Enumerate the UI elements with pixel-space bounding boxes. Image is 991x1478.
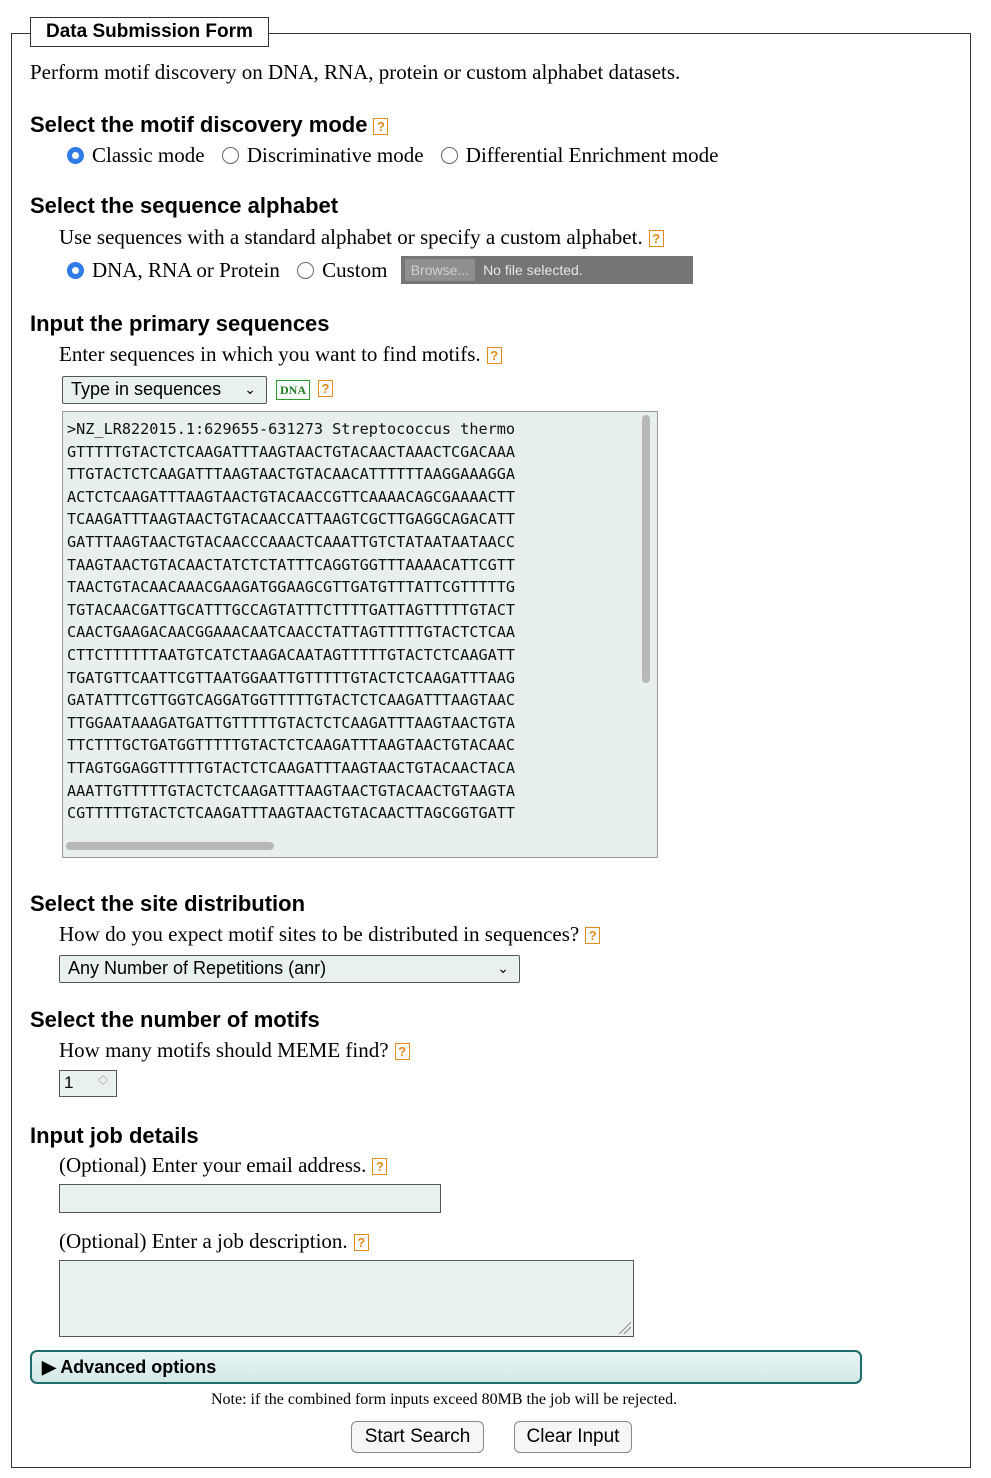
- alphabet-description-row: [59, 225, 664, 250]
- resize-handle-icon[interactable]: [617, 1320, 631, 1334]
- primary-description: Enter sequences in which you want to find motifs.: [59, 342, 481, 366]
- email-help-icon[interactable]: ?: [372, 1158, 387, 1175]
- alphabet-description: Use sequences with a standard alphabet or specify a custom alphabet.: [59, 225, 643, 249]
- advanced-options-label: Advanced options: [60, 1357, 217, 1377]
- browse-button[interactable]: Browse...: [405, 259, 475, 281]
- sequence-input-help-icon[interactable]: ?: [318, 380, 333, 397]
- distribution-description: How do you expect motif sites to be distributed in sequences?: [59, 922, 580, 946]
- email-field[interactable]: [59, 1184, 441, 1213]
- distribution-heading: Select the site distribution: [30, 891, 306, 916]
- mode-help-icon[interactable]: ?: [373, 118, 388, 135]
- file-status: No file selected.: [483, 262, 583, 279]
- sequence-input-method-select[interactable]: Type in sequences ⌄: [62, 376, 267, 404]
- clear-input-button[interactable]: Clear Input: [514, 1421, 632, 1453]
- mode-section: [30, 112, 388, 138]
- horizontal-scrollbar[interactable]: [66, 842, 274, 850]
- radio-icon[interactable]: [222, 147, 239, 164]
- primary-help-icon[interactable]: ?: [487, 347, 502, 364]
- radio-icon[interactable]: [441, 147, 458, 164]
- alphabet-options: [67, 258, 693, 286]
- chevron-down-icon: ⌄: [244, 381, 256, 397]
- primary-description-row: [59, 342, 502, 367]
- start-search-button[interactable]: Start Search: [351, 1421, 484, 1453]
- mode-heading: Select the motif discovery mode: [30, 112, 368, 137]
- motifs-heading: Select the number of motifs: [30, 1007, 320, 1032]
- radio-selected-icon[interactable]: [67, 262, 84, 279]
- description-label: (Optional) Enter a job description.: [59, 1229, 348, 1253]
- motif-count-stepper[interactable]: 1 ︿ ﹀: [59, 1070, 117, 1097]
- form-legend: Data Submission Form: [30, 17, 269, 47]
- alphabet-option-custom[interactable]: Custom: [297, 258, 387, 282]
- motifs-description: How many motifs should MEME find?: [59, 1038, 389, 1062]
- radio-icon[interactable]: [297, 262, 314, 279]
- mode-option-differential[interactable]: Differential Enrichment mode: [441, 143, 719, 167]
- stepper-arrows-icon[interactable]: ︿ ﹀: [98, 1071, 108, 1092]
- mode-option-discriminative[interactable]: Discriminative mode: [222, 143, 424, 167]
- motifs-help-icon[interactable]: ?: [395, 1043, 410, 1060]
- chevron-down-icon: ⌄: [497, 960, 509, 976]
- custom-alphabet-file-input[interactable]: [401, 256, 693, 284]
- description-label-row: [59, 1229, 369, 1254]
- distribution-description-row: [59, 922, 600, 947]
- job-heading: Input job details: [30, 1123, 199, 1148]
- size-note: Note: if the combined form inputs exceed 80MB the job will be rejected.: [211, 1391, 678, 1408]
- email-label: (Optional) Enter your email address.: [59, 1153, 367, 1177]
- description-help-icon[interactable]: ?: [354, 1234, 369, 1251]
- distribution-help-icon[interactable]: ?: [585, 927, 600, 944]
- mode-option-classic[interactable]: Classic mode: [67, 143, 205, 167]
- job-description-textarea[interactable]: [59, 1260, 634, 1337]
- motifs-description-row: [59, 1038, 410, 1063]
- email-label-row: [59, 1153, 387, 1178]
- alphabet-help-icon[interactable]: ?: [649, 230, 664, 247]
- site-distribution-select[interactable]: Any Number of Repetitions (anr) ⌄: [59, 955, 520, 983]
- primary-heading: Input the primary sequences: [30, 311, 330, 336]
- alphabet-option-standard[interactable]: DNA, RNA or Protein: [67, 258, 280, 282]
- radio-selected-icon[interactable]: [67, 147, 84, 164]
- sequence-text: >NZ_LR822015.1:629655-631273 Streptococcus thermo GTTTTTGTACTCTCAAGATTTAAGTAACTGTACAACTAAACTCGACAAA TTGTACTCTCAAGATTTAAGTAACTGTACAACATTTTTTAAGGAAAGGA ACTCTCAAGATTTAAGTAACTGTACAACCGTTCAAAACAGCGAAAACTT TCAAGATTTAAGTAACTGTACAACCATTAAGTCGCTTGAGGCAGACATT GATTTAAGTAACTGTACAACCCAAACTCAAATTGTCTATAATAATAACC TAAGTAACTGTACAACTATCTCTATTTCAGGTGGTTTAAAACATTCGTT TAACTGTACAACAAACGAAGATGGAAGCGTTGATGTTTATTCGTTTTTG TGTACAACGATTGCATTTGCCAGTATTTCTTTTGATTAGTTTTTGTACT CAACTGAAGACAACGGAAACAATCAACCTATTAGTTTTTGTACTCTCAA CTTCTTTTTTAATGTCATCTAAGACAATAGTTTTTGTACTCTCAAGATT TGATGTTCAATTCGTTAATGGAATTGTTTTTGTACTCTCAAGATTTAAG GATATTTCGTTGGTCAGGATGGTTTTTGTACTCTCAAGATTTAAGTAAC TTGGAATAAAGATGATTGTTTTTGTACTCTCAAGATTTAAGTAACTGTA TTCTTTGCTGATGGTTTTTGTACTCTCAAGATTTAAGTAACTGTACAAC TTAGTGGAGGTTTTTGTACTCTCAAGATTTAAGTAACTGTACAACTACA AAATTGTTTTTGTACTCTCAAGATTTAAGTAACTGTACAACTGTAAGTA CGTTTTTGTACTCTCAAGATTTAAGTAACTGTACAACTTAGCGGTGATT: [67, 420, 516, 823]
- advanced-options-toggle[interactable]: [30, 1350, 862, 1384]
- triangle-right-icon: ▶: [42, 1357, 56, 1377]
- form-intro: Perform motif discovery on DNA, RNA, protein or custom alphabet datasets.: [30, 60, 681, 84]
- sequence-textarea[interactable]: [62, 411, 658, 858]
- dna-alphabet-badge: DNA: [276, 380, 310, 400]
- mode-options: [67, 143, 730, 168]
- vertical-scrollbar[interactable]: [642, 415, 650, 683]
- alphabet-heading: Select the sequence alphabet: [30, 193, 339, 218]
